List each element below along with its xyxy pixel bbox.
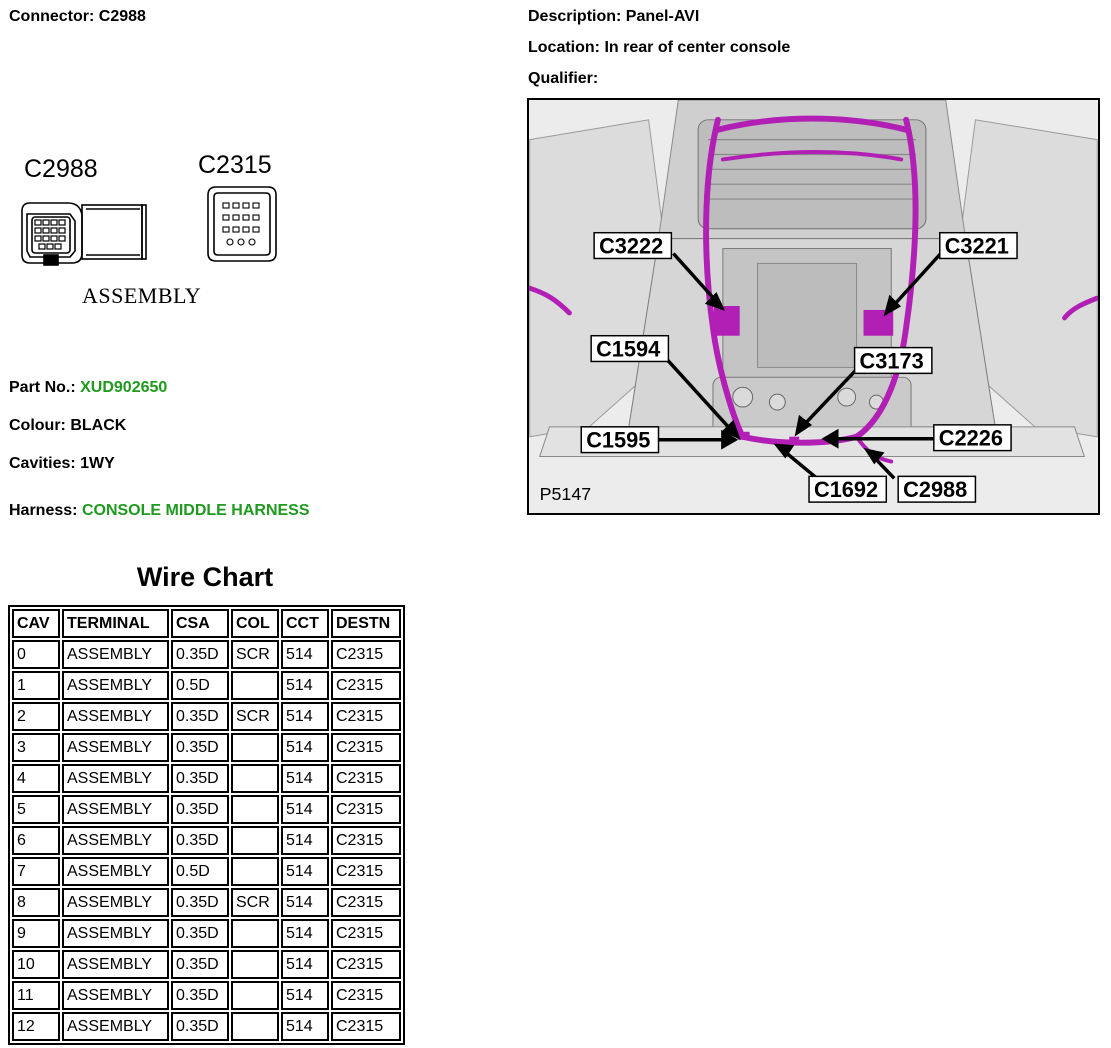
table-row	[12, 733, 401, 762]
connector-drawing-right-label: C2315	[198, 151, 272, 179]
harness-link[interactable]: CONSOLE MIDDLE HARNESS	[81, 502, 310, 519]
location-line	[528, 39, 790, 57]
cell-csa: 0.35D	[171, 640, 229, 669]
table-row	[12, 826, 401, 855]
cell-terminal: ASSEMBLY	[62, 671, 169, 700]
wire-chart-header-row	[12, 609, 401, 638]
col-header-cct: CCT	[281, 609, 329, 638]
table-row	[12, 919, 401, 948]
col-header-col: COL	[231, 609, 279, 638]
c2315-connector-shape	[208, 187, 276, 261]
c2988-connector-shape	[22, 203, 146, 265]
cell-cav: 9	[12, 919, 60, 948]
cell-cav: 8	[12, 888, 60, 917]
cell-destn: C2315	[331, 733, 401, 762]
part-number-link[interactable]: XUD902650	[80, 379, 168, 396]
location-value: In rear of center console	[604, 39, 791, 56]
cell-terminal: ASSEMBLY	[62, 888, 169, 917]
cell-cav: 2	[12, 702, 60, 731]
wire-chart-table	[8, 605, 405, 1045]
callout-c1595: C1595	[586, 427, 651, 453]
cell-destn: C2315	[331, 950, 401, 979]
cell-cct: 514	[281, 857, 329, 886]
cell-col: SCR	[231, 702, 279, 731]
cell-csa: 0.5D	[171, 671, 229, 700]
qualifier-label: Qualifier:	[528, 70, 599, 87]
cell-col	[231, 826, 279, 855]
callout-c2226: C2226	[938, 425, 1003, 451]
connector-label: Connector:	[9, 8, 95, 25]
cell-destn: C2315	[331, 671, 401, 700]
cell-cav: 12	[12, 1012, 60, 1041]
cell-csa: 0.35D	[171, 1012, 229, 1041]
callout-c2988: C2988	[903, 477, 968, 503]
table-row	[12, 640, 401, 669]
cell-cct: 514	[281, 1012, 329, 1041]
cell-terminal: ASSEMBLY	[62, 857, 169, 886]
cell-destn: C2315	[331, 1012, 401, 1041]
table-row	[12, 950, 401, 979]
cell-terminal: ASSEMBLY	[62, 764, 169, 793]
table-row	[12, 857, 401, 886]
cell-terminal: ASSEMBLY	[62, 640, 169, 669]
description-value: Panel-AVI	[625, 8, 700, 25]
cell-terminal: ASSEMBLY	[62, 733, 169, 762]
cell-terminal: ASSEMBLY	[62, 702, 169, 731]
description-line	[528, 8, 699, 26]
colour-label: Colour:	[9, 417, 66, 434]
callout-c1692: C1692	[813, 477, 879, 503]
qualifier-line	[528, 70, 598, 88]
cell-csa: 0.35D	[171, 981, 229, 1010]
cell-csa: 0.35D	[171, 733, 229, 762]
cell-cav: 6	[12, 826, 60, 855]
cell-csa: 0.5D	[171, 857, 229, 886]
location-label: Location:	[528, 39, 600, 56]
cell-cav: 0	[12, 640, 60, 669]
cell-cct: 514	[281, 888, 329, 917]
cell-cav: 10	[12, 950, 60, 979]
wire-chart-body	[12, 640, 401, 1041]
cell-destn: C2315	[331, 826, 401, 855]
col-header-destn: DESTN	[331, 609, 401, 638]
cell-col: SCR	[231, 640, 279, 669]
cell-cct: 514	[281, 950, 329, 979]
cell-cav: 11	[12, 981, 60, 1010]
cell-terminal: ASSEMBLY	[62, 919, 169, 948]
cell-cct: 514	[281, 919, 329, 948]
connector-value: C2988	[98, 8, 146, 25]
colour-value: BLACK	[70, 417, 127, 434]
cell-destn: C2315	[331, 795, 401, 824]
cell-col	[231, 950, 279, 979]
cell-csa: 0.35D	[171, 764, 229, 793]
table-row	[12, 671, 401, 700]
table-row	[12, 795, 401, 824]
colour-line	[9, 417, 126, 435]
cell-destn: C2315	[331, 888, 401, 917]
cell-cav: 3	[12, 733, 60, 762]
cell-cct: 514	[281, 981, 329, 1010]
cell-col	[231, 857, 279, 886]
cell-destn: C2315	[331, 640, 401, 669]
cell-col	[231, 919, 279, 948]
part-number-line	[9, 379, 167, 397]
col-header-csa: CSA	[171, 609, 229, 638]
harness-label: Harness:	[9, 502, 78, 519]
cell-cav: 7	[12, 857, 60, 886]
cell-destn: C2315	[331, 702, 401, 731]
cell-destn: C2315	[331, 981, 401, 1010]
part-number-label: Part No.:	[9, 379, 76, 396]
cell-csa: 0.35D	[171, 888, 229, 917]
cell-csa: 0.35D	[171, 826, 229, 855]
cell-csa: 0.35D	[171, 795, 229, 824]
cell-terminal: ASSEMBLY	[62, 950, 169, 979]
cell-terminal: ASSEMBLY	[62, 795, 169, 824]
cell-csa: 0.35D	[171, 950, 229, 979]
cell-terminal: ASSEMBLY	[62, 1012, 169, 1041]
cell-col	[231, 795, 279, 824]
cell-cct: 514	[281, 764, 329, 793]
table-row	[12, 764, 401, 793]
cell-csa: 0.35D	[171, 919, 229, 948]
cell-cct: 514	[281, 795, 329, 824]
callout-c1594: C1594	[596, 336, 661, 362]
cell-csa: 0.35D	[171, 702, 229, 731]
connector-drawing-caption: ASSEMBLY	[82, 283, 202, 308]
cell-col	[231, 764, 279, 793]
cell-col	[231, 1012, 279, 1041]
cell-cav: 1	[12, 671, 60, 700]
wire-chart-title: Wire Chart	[136, 562, 274, 592]
connector-drawing-left-label: C2988	[24, 155, 98, 183]
cavities-label: Cavities:	[9, 455, 76, 472]
cavities-line	[9, 455, 115, 473]
cavities-value: 1WY	[80, 455, 115, 472]
table-row	[12, 702, 401, 731]
cell-cct: 514	[281, 826, 329, 855]
description-label: Description:	[528, 8, 622, 25]
table-row	[12, 888, 401, 917]
callout-c3222: C3222	[599, 233, 664, 259]
cell-cct: 514	[281, 702, 329, 731]
col-header-cav: CAV	[12, 609, 60, 638]
callout-c3221: C3221	[944, 233, 1009, 259]
cell-col: SCR	[231, 888, 279, 917]
cell-terminal: ASSEMBLY	[62, 826, 169, 855]
cell-destn: C2315	[331, 919, 401, 948]
connector-line	[9, 8, 146, 26]
col-header-terminal: TERMINAL	[62, 609, 169, 638]
image-reference: P5147	[539, 484, 592, 505]
harness-line	[9, 502, 310, 520]
cell-destn: C2315	[331, 764, 401, 793]
cell-col	[231, 671, 279, 700]
cell-cav: 5	[12, 795, 60, 824]
cell-terminal: ASSEMBLY	[62, 981, 169, 1010]
cell-col	[231, 981, 279, 1010]
cell-cct: 514	[281, 671, 329, 700]
cell-cav: 4	[12, 764, 60, 793]
table-row	[12, 1012, 401, 1041]
cell-cct: 514	[281, 733, 329, 762]
table-row	[12, 981, 401, 1010]
cell-cct: 514	[281, 640, 329, 669]
location-illustration	[527, 98, 1100, 515]
callout-c3173: C3173	[859, 348, 924, 374]
cell-col	[231, 733, 279, 762]
connector-drawing	[10, 145, 290, 315]
cell-destn: C2315	[331, 857, 401, 886]
